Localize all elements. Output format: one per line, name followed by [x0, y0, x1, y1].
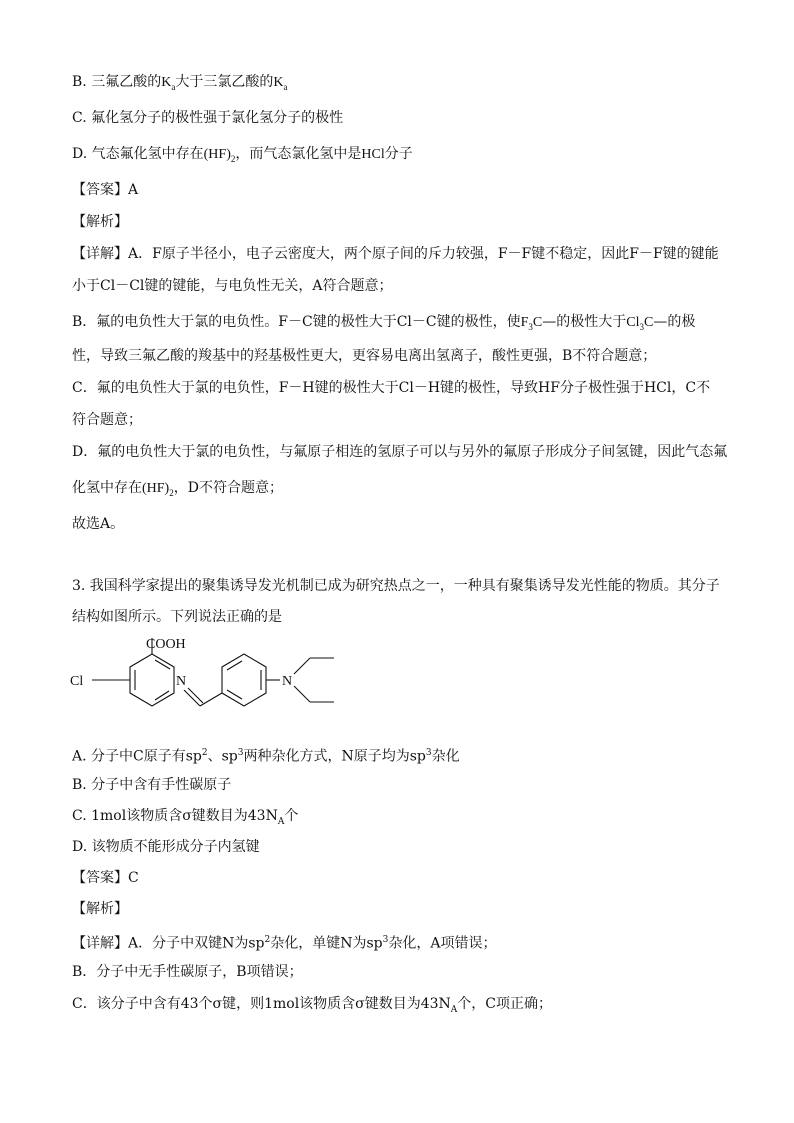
- detail-a-post-3: 杂化，A项错误；: [388, 935, 497, 952]
- q2-option-b: [72, 72, 287, 97]
- option-b-mid: 大于三氯乙酸的: [175, 74, 274, 90]
- detail-d-pre: 化氢中存在: [72, 480, 142, 496]
- q2-detail-c-2: 符合题意；: [72, 412, 142, 428]
- cl3c-group: [626, 315, 653, 330]
- ka-symbol: [161, 75, 175, 90]
- detail-a-sup2-3: 3: [382, 935, 389, 945]
- option-d-text: D. 气态氟化氢中存在: [72, 146, 204, 162]
- benzene-ring-right: [222, 654, 266, 706]
- option-d-post: ，而气态氯化氢中是: [235, 146, 362, 162]
- detail-a-mid-3: 杂化，单键N为sp: [270, 935, 383, 952]
- option-c-sub: A: [277, 816, 285, 827]
- q3-stem-2: 结构如图所示。下列说法正确的是: [72, 609, 282, 625]
- benzene-ring-left: [130, 654, 174, 706]
- detail-d-post: ，D不符合题意；: [173, 480, 283, 496]
- q3-option-d: D. 该物质不能形成分子内氢键: [72, 839, 260, 855]
- ka-sub-2: a: [283, 81, 288, 92]
- detail-b-post: —的极: [653, 314, 696, 330]
- option-a-mid2: 两种杂化方式，N原子均为sp: [243, 748, 426, 765]
- answer-label-3: 【答案】: [72, 870, 128, 886]
- f3c-f: F: [520, 315, 529, 330]
- option-b-text: B. 三氟乙酸的: [72, 74, 162, 90]
- option-c-post: 个: [284, 808, 299, 824]
- hf-dimer-2: [142, 481, 174, 496]
- option-a-post: 杂化: [431, 748, 460, 765]
- option-c-pre: C. 1mol该物质含σ键数目为43N: [72, 808, 278, 824]
- q3-option-a: [72, 743, 460, 767]
- option-a-mid: 、sp: [207, 748, 238, 765]
- q3-stem-1: 3. 我国科学家提出的聚集诱导发光机制已成为研究热点之一，一种具有聚集诱导发光性能的物质。其分子: [72, 578, 720, 594]
- molecule-structure: [66, 632, 366, 736]
- q2-detail-b-2: 性，导致三氟乙酸的羧基中的羟基极性更大，更容易电离出氢离子，酸性更强，B不符合题意；: [72, 348, 657, 364]
- answer-value-3: C: [128, 870, 139, 886]
- ch-ring-bond: [200, 693, 222, 706]
- q2-detail-b-1: [72, 312, 695, 337]
- detail-b-pre: B．氟的电负性大于氯的电负性。F－C键的极性大于Cl－C键的极性，使: [72, 314, 521, 330]
- q3-option-b: B. 分子中含有手性碳原子: [72, 777, 232, 793]
- imine-n-label: N: [176, 674, 187, 689]
- cl3c-sub: 3: [639, 321, 644, 332]
- answer-label: 【答案】: [72, 182, 128, 198]
- q3-answer: [72, 868, 139, 888]
- detail-c-post-3: 个，C项正确；: [457, 996, 553, 1012]
- amine-n-label: N: [282, 674, 293, 689]
- hf-dimer-text: (HF): [203, 147, 231, 162]
- hf-dimer-2-sub: 2: [169, 487, 174, 498]
- f3c-sub: 3: [528, 321, 533, 332]
- answer-value: A: [128, 182, 139, 198]
- cooh-label: COOH: [146, 637, 186, 652]
- f3c-c: C: [532, 315, 543, 330]
- q3-analysis-label: 【解析】: [72, 901, 128, 917]
- detail-a-sup1-3: 2: [264, 935, 271, 945]
- ka-k-2: K: [273, 75, 284, 90]
- q3-detail-a: [72, 930, 497, 954]
- ethyl-2-a: [294, 686, 310, 702]
- detail-c-pre-3: C．该分子中含有43个σ键，则1mol该物质含σ键数目为43N: [72, 996, 451, 1012]
- hcl-formula: HCl: [361, 147, 385, 162]
- option-a-sup3: 3: [425, 748, 432, 758]
- q2-detail-a-2: 小于Cl－Cl键的键能，与电负性无关，A符合题意；: [72, 278, 393, 294]
- hf-dimer-2-text: (HF): [142, 481, 170, 496]
- option-a-sup2: 3: [237, 748, 244, 758]
- detail-c-sub-3: A: [450, 1004, 458, 1015]
- q2-detail-d-1: D．氟的电负性大于氯的电负性，与氟原子相连的氢原子可以与另外的氟原子形成分子间氢键，因此气态氟: [72, 444, 728, 460]
- q2-conclusion: 故选A。: [72, 516, 125, 532]
- option-a-pre: A. 分子中C原子有sp: [72, 748, 202, 765]
- q2-option-d: [72, 144, 413, 169]
- ka-k: K: [161, 75, 172, 90]
- detail-b-mid: —的极性大于: [542, 314, 627, 330]
- option-a-sup1: 2: [201, 748, 208, 758]
- option-d-end: 分子: [384, 146, 413, 162]
- ka-symbol-2: [273, 75, 287, 90]
- f3c-group: [521, 315, 543, 330]
- ka-sub: a: [171, 81, 176, 92]
- hf-dimer: [204, 147, 236, 162]
- q3-option-c: [72, 806, 298, 832]
- q2-detail-d-2: [72, 478, 283, 503]
- q3-detail-c: [72, 994, 552, 1020]
- q3-detail-b: B．分子中无手性碳原子，B项错误；: [72, 964, 303, 980]
- q2-detail-a-1: 【详解】A．F原子半径小，电子云密度大，两个原子间的斥力较强，F－F键不稳定，因此F－F键的键能: [72, 246, 719, 262]
- cl-label: Cl: [70, 674, 84, 689]
- q2-option-c: C. 氟化氢分子的极性强于氯化氢分子的极性: [72, 110, 344, 126]
- cl3c-c: C: [644, 315, 654, 330]
- q2-analysis-label: 【解析】: [72, 214, 128, 230]
- detail-a-pre-3: 【详解】A．分子中双键N为sp: [72, 935, 265, 952]
- q2-answer: [72, 180, 138, 200]
- hf-dimer-sub: 2: [230, 153, 236, 164]
- q2-detail-c-1: C．氟的电负性大于氯的电负性，F－H键的极性大于Cl－H键的极性，导致HF分子极性强于HCl，C不: [72, 380, 711, 396]
- ethyl-1-a: [294, 658, 310, 674]
- cl3c-cl: Cl: [626, 315, 640, 330]
